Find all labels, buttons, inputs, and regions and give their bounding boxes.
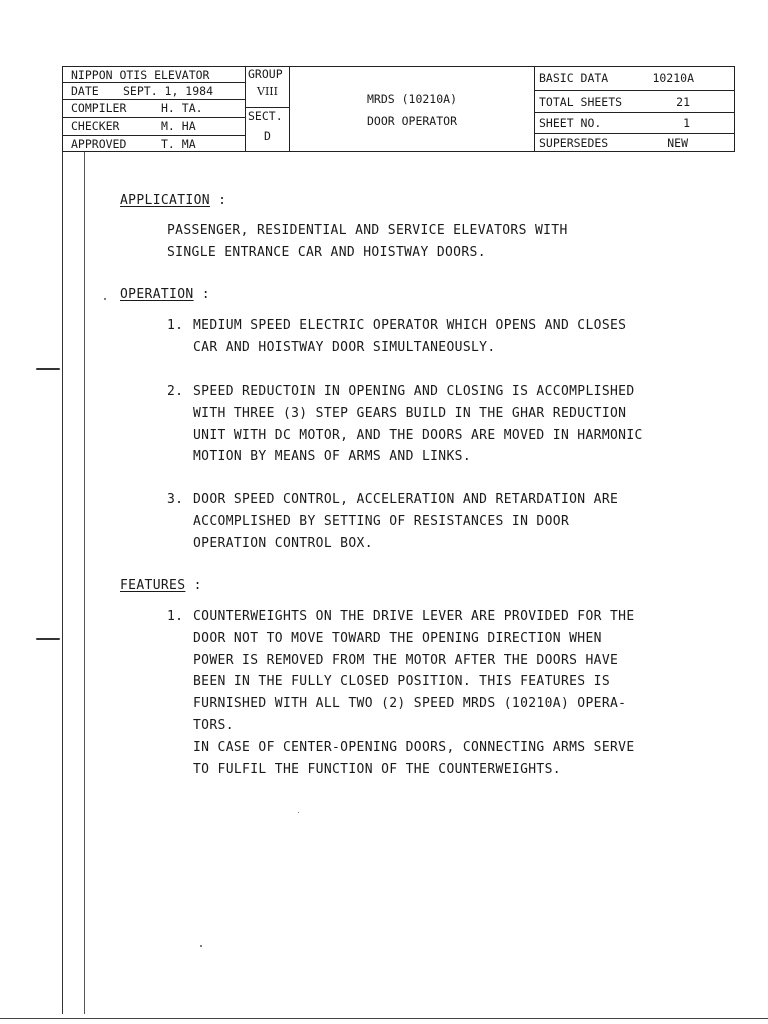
item-line: SPEED REDUCTOIN IN OPENING AND CLOSING IS ACCOMPLISHED (193, 384, 635, 399)
checker-label: CHECKER (71, 119, 120, 133)
approved-value: T. MA (161, 137, 196, 151)
features-heading (120, 575, 202, 597)
application-heading (120, 190, 226, 212)
sect-label: SECT. (248, 109, 283, 123)
supersedes-value: NEW (667, 136, 688, 150)
item-line: DOOR NOT TO MOVE TOWARD THE OPENING DIRECTION WHEN (193, 630, 602, 646)
company-name: NIPPON OTIS ELEVATOR (71, 68, 210, 82)
item-number: 3. (167, 492, 184, 507)
basic-data-value: 10210A (652, 71, 694, 85)
compiler-label: COMPILER (71, 101, 127, 115)
item-line: POWER IS REMOVED FROM THE MOTOR AFTER THE DOORS HAVE (193, 652, 619, 668)
item-line: CAR AND HOISTWAY DOOR SIMULTANEOUSLY. (193, 339, 496, 355)
features-heading-text: FEATURES (120, 578, 186, 593)
operation-heading (120, 284, 210, 306)
doc-title: DOOR OPERATOR (366, 114, 457, 128)
item-line: OPERATION CONTROL BOX. (193, 535, 373, 551)
total-sheets-value: 21 (676, 95, 690, 109)
group-label: GROUP (248, 67, 283, 81)
item-line: MEDIUM SPEED ELECTRIC OPERATOR WHICH OPENS AND CLOSES (193, 318, 627, 333)
item-line: TO FULFIL THE FUNCTION OF THE COUNTERWEIGHTS. (193, 761, 561, 777)
application-heading-text: APPLICATION (120, 193, 210, 208)
item-number: 2. (167, 384, 184, 399)
supersedes-label: SUPERSEDES (539, 136, 609, 150)
compiler-value: H. TA. (161, 101, 203, 115)
item-line: WITH THREE (3) STEP GEARS BUILD IN THE GHAR REDUCTION (193, 405, 627, 421)
total-sheets-label: TOTAL SHEETS (539, 95, 623, 109)
scan-speck (298, 812, 299, 813)
sheet-no-value: 1 (683, 116, 690, 130)
sect-value: D (264, 129, 271, 143)
operation-heading-suffix: : (193, 287, 210, 302)
item-number: 1. (167, 318, 184, 333)
item-line: BEEN IN THE FULLY CLOSED POSITION. THIS FEATURES IS (193, 674, 611, 690)
item-number: 1. (167, 609, 184, 624)
date-label: DATE (71, 84, 99, 98)
group-value: VIII (257, 85, 278, 98)
approved-label: APPROVED (71, 137, 127, 151)
basic-data-label: BASIC DATA (539, 71, 609, 85)
item-line: TORS. (193, 717, 234, 733)
checker-value: M. HA (161, 119, 196, 133)
item-line: ACCOMPLISHED BY SETTING OF RESISTANCES IN DOOR (193, 513, 570, 529)
item-line: UNIT WITH DC MOTOR, AND THE DOORS ARE MOVED IN HARMONIC (193, 427, 643, 443)
item-line: COUNTERWEIGHTS ON THE DRIVE LEVER ARE PROVIDED FOR THE (193, 609, 635, 624)
doc-code: MRDS (10210A) (366, 92, 457, 106)
scan-speck (104, 298, 106, 300)
sheet-no-label: SHEET NO. (539, 116, 602, 130)
application-heading-suffix: : (209, 193, 227, 208)
features-heading-suffix: : (185, 578, 202, 593)
item-line: MOTION BY MEANS OF ARMS AND LINKS. (193, 449, 472, 465)
date-value: SEPT. 1, 1984 (123, 84, 214, 98)
scan-speck (200, 945, 202, 947)
item-line: FURNISHED WITH ALL TWO (2) SPEED MRDS (10210A) OPERA- (193, 696, 627, 712)
application-text (167, 220, 727, 264)
application-line: SINGLE ENTRANCE CAR AND HOISTWAY DOORS. (167, 244, 486, 260)
item-line: DOOR SPEED CONTROL, ACCELERATION AND RETARDATION ARE (193, 492, 619, 507)
item-line: IN CASE OF CENTER-OPENING DOORS, CONNECTING ARMS SERVE (193, 739, 635, 755)
application-line: PASSENGER, RESIDENTIAL AND SERVICE ELEVATORS WITH (167, 223, 568, 238)
operation-heading-text: OPERATION (120, 287, 194, 302)
